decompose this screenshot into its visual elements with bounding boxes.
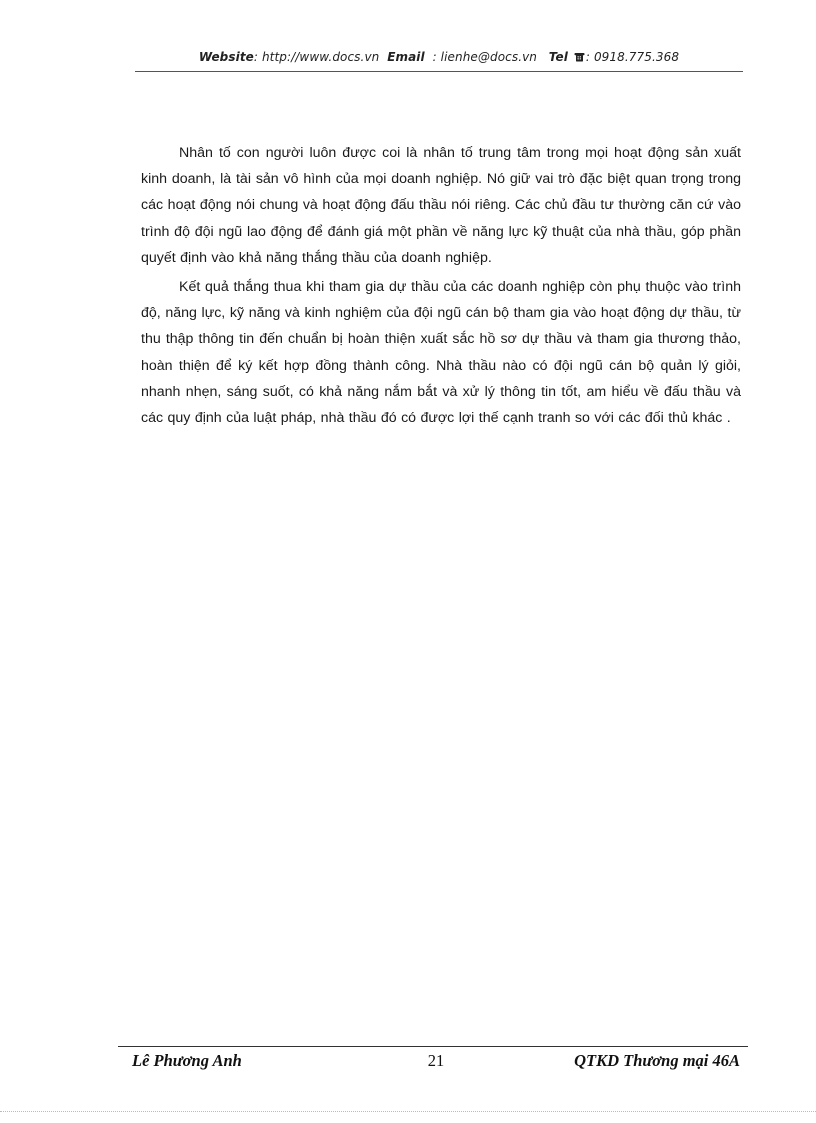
header-divider <box>135 71 743 72</box>
tel-label: Tel <box>548 50 568 64</box>
email-value: : lienhe@docs.vn <box>432 50 538 64</box>
footer-class: QTKD Thương mại 46A <box>574 1051 740 1070</box>
paragraph: Nhân tố con người luôn được coi là nhân tố trung tâm trong mọi hoạt động sản xuất kinh doanh, là tài sản vô hình của mọi doanh nghiệp. Nó giữ vai trò đặc biệt quan trọng trong các hoạt động nói chung và hoạt động đấu thầu nói riêng. Các chủ đầu tư thường căn cứ vào trình độ đội ngũ lao động để đánh giá một phần về năng lực kỹ thuật của nhà thầu, góp phần quyết định vào khả năng thắng thầu của doanh nghiệp. <box>141 145 741 266</box>
page-header <box>135 50 743 70</box>
document-body <box>141 140 741 434</box>
footer-divider <box>118 1046 748 1047</box>
paragraph: Kết quả thắng thua khi tham gia dự thầu của các doanh nghiệp còn phụ thuộc vào trình độ, năng lực, kỹ năng và kinh nghiệm của đội ngũ cán bộ tham gia vào hoạt động dự thầu, từ thu thập thông tin đến chuẩn bị hoàn thiện xuất sắc hồ sơ dự thầu và tham gia thương thảo, hoàn thiện để ký kết hợp đồng thành công. Nhà thầu nào có đội ngũ cán bộ quản lý giỏi, nhanh nhẹn, sáng suốt, có khả năng nắm bắt và xử lý thông tin tốt, am hiểu về đấu thầu và các quy định của luật pháp, nhà thầu đó có được lợi thế cạnh tranh so với các đối thủ khác . <box>141 279 741 427</box>
page-number: 21 <box>427 1051 445 1070</box>
page-bottom-divider <box>0 1111 816 1112</box>
tel-value: : 0918.775.368 <box>585 50 680 64</box>
phone-icon <box>574 52 585 62</box>
footer-author: Lê Phương Anh <box>132 1051 242 1070</box>
email-label: Email <box>387 50 425 64</box>
website-label: Website <box>198 50 254 64</box>
website-value: : http://www.docs.vn <box>253 50 380 64</box>
